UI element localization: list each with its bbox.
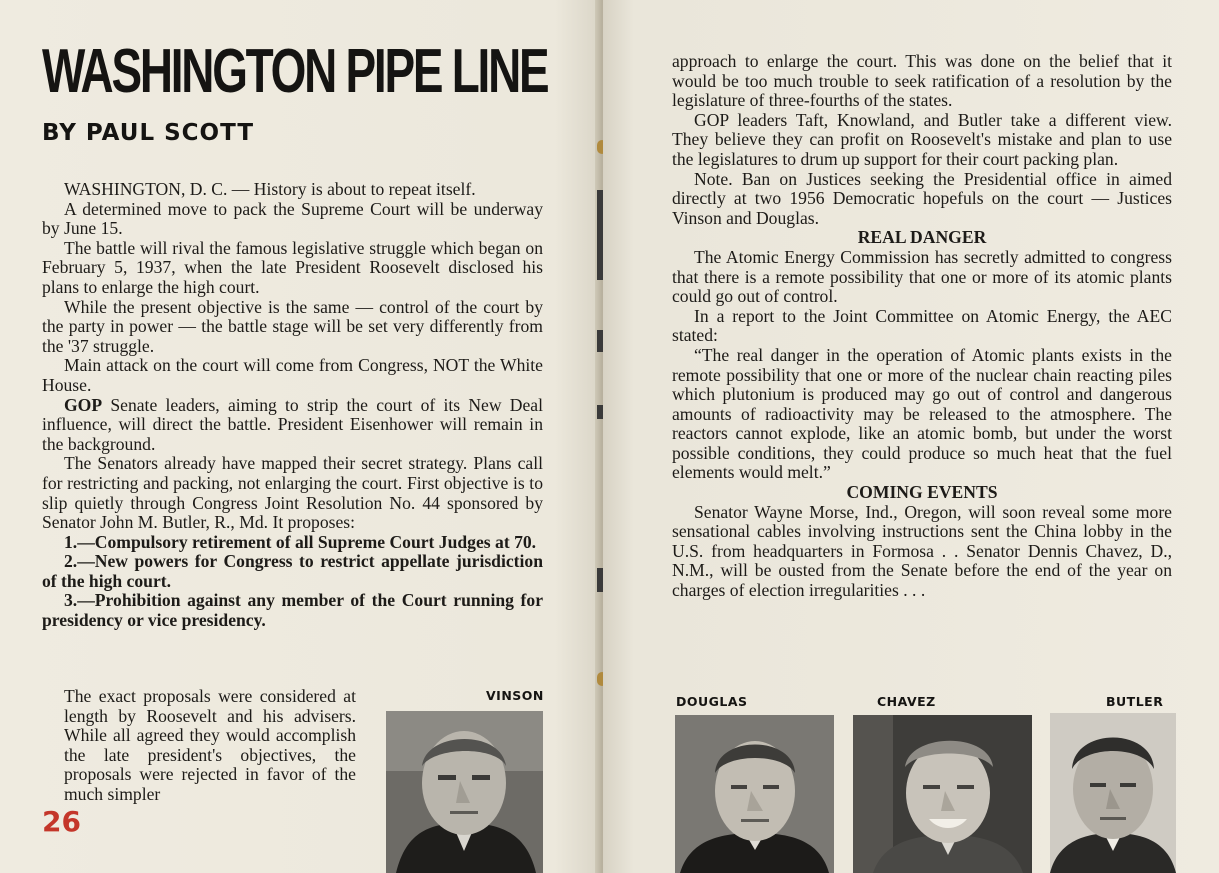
caption-douglas: DOUGLAS — [676, 694, 748, 709]
photo-chavez — [853, 715, 1032, 873]
left-column-paragraph: Main attack on the court will come from Congress, NOT the White House. — [42, 355, 543, 395]
page-number: 26 — [42, 805, 81, 838]
right-column-paragraph: “The real danger in the operation of Atomic plants exists in the remote possibility that one or more of the nuclear chain reacting piles which plutonium is produced may go out of control and dangerous amounts of radioactivity may be released to the atmosphere. The reactors cannot explode, like an atomic bomb, but under the worst possible conditions, they could produce so much heat that the fuel elements would melt.” — [672, 344, 1172, 483]
left-column-paragraph: A determined move to pack the Supreme Court will be underway by June 15. — [42, 198, 543, 239]
right-column-heading: REAL DANGER — [857, 227, 987, 248]
right-column-paragraph: GOP leaders Taft, Knowland, and Butler take a different view. They believe they can profit on Roosevelt's mistake and plan to use the legislatures to drum up support for their court packing plan. — [672, 109, 1172, 169]
right-column — [672, 52, 1172, 601]
left-column-paragraph: WASHINGTON, D. C. — History is about to repeat itself. — [64, 179, 476, 199]
left-column-paragraph: 2.—New powers for Congress to restrict appellate jurisdiction of the high court. — [42, 551, 543, 591]
article-title: WASHINGTON PIPE LINE — [42, 37, 548, 106]
left-column-paragraph: While the present objective is the same — control of the court by the party in power — the battle stage will be set very differently from the '37 struggle. — [42, 296, 543, 356]
left-column-paragraph: 1.—Compulsory retirement of all Supreme Court Judges at 70. — [64, 531, 537, 552]
lead-word: GOP — [64, 394, 103, 415]
left-column-paragraph — [42, 396, 543, 455]
right-column-paragraph: The Atomic Energy Commission has secretly admitted to congress that there is a remote possibility that one or more of its atomic plants could go out of control. — [672, 246, 1172, 307]
right-column-paragraph: In a report to the Joint Committee on Atomic Energy, the AEC stated: — [672, 305, 1172, 346]
narrow-column-paragraph: The exact proposals were considered at length by Roosevelt and his advisers. While all agreed they would accomplish the late president's objectives, the proposals were rejected in favor of the much simpler — [64, 686, 356, 804]
right-column-heading: COMING EVENTS — [846, 482, 998, 503]
paragraph-text: Senate leaders, aiming to strip the court of its New Deal influence, will direct the battle. President Eisenhower will remain in the background. — [42, 394, 543, 454]
byline: BY PAUL SCOTT — [42, 120, 255, 146]
caption-chavez: CHAVEZ — [877, 694, 936, 709]
photo-butler — [1050, 713, 1176, 873]
photo-douglas — [675, 715, 834, 873]
left-column-paragraph: The Senators already have mapped their secret strategy. Plans call for restricting and packing, not enlarging the court. First objective is to slip quietly through Congress Joint Resolution No. 44 sponsored by Senator John M. Butler, R., Md. It proposes: — [42, 453, 543, 533]
left-narrow-column — [64, 687, 356, 805]
left-column-paragraph: 3.—Prohibition against any member of the Court running for presidency or vice presidency. — [42, 590, 543, 631]
caption-vinson: VINSON — [486, 688, 544, 703]
left-column — [42, 180, 543, 631]
right-column-paragraph: approach to enlarge the court. This was done on the belief that it would be too much trouble to seek ratification of a resolution by the legislature of three-fourths of the states. — [672, 51, 1172, 111]
caption-butler: BUTLER — [1106, 694, 1164, 709]
right-column-paragraph: Senator Wayne Morse, Ind., Oregon, will soon reveal some more sensational cables involving instructions sent the China lobby in the U.S. from headquarters in Formosa . . Senator Dennis Chavez, D., N.M., will be ousted from the Senate before the end of the year on charges of election irregularities . . . — [672, 501, 1172, 601]
left-column-paragraph: The battle will rival the famous legislative struggle which began on February 5, 1937, when the late President Roosevelt disclosed his plans to enlarge the high court. — [42, 237, 543, 297]
left-page — [0, 0, 603, 873]
right-column-paragraph: Note. Ban on Justices seeking the Presidential office in aimed directly at two 1956 Democratic hopefuls on the court — Justices Vinson and Douglas. — [672, 168, 1172, 228]
photo-vinson — [386, 711, 543, 873]
